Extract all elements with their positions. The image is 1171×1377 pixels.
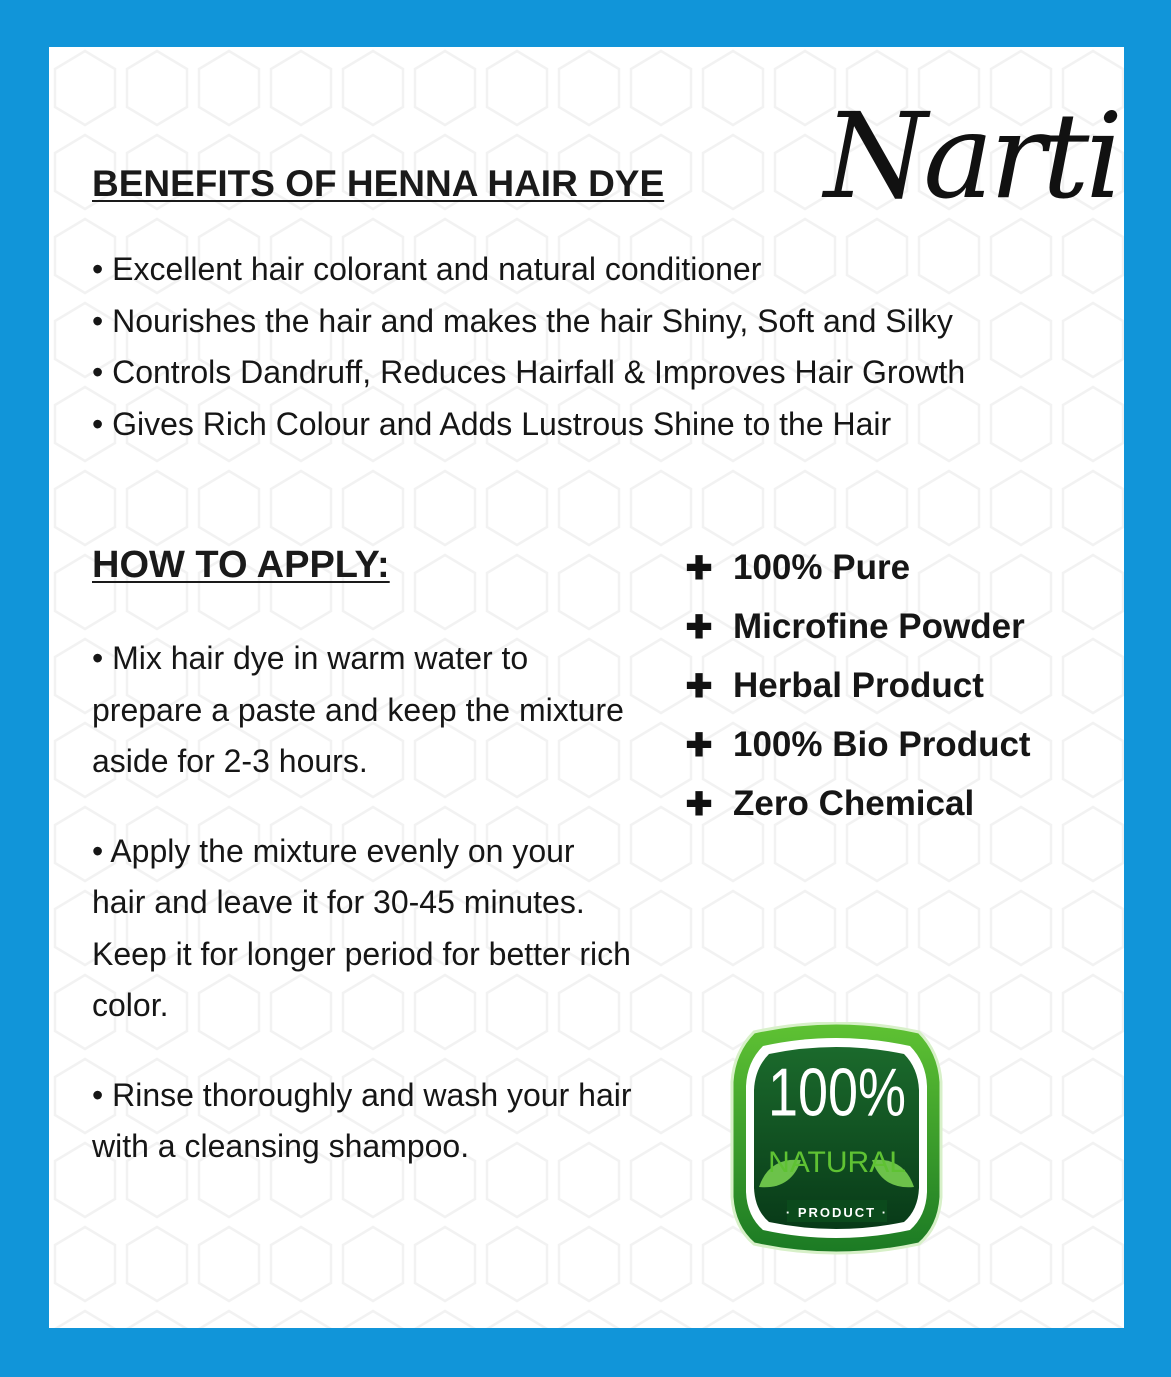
badge-natural: NATURAL	[768, 1146, 906, 1179]
how-to-apply-heading: HOW TO APPLY:	[92, 544, 390, 586]
badge-percent: 100%	[767, 1055, 907, 1131]
benefits-heading: BENEFITS OF HENNA HAIR DYE	[92, 163, 665, 204]
feature-label: 100% Bio Product	[733, 725, 1031, 764]
apply-steps	[92, 633, 632, 1211]
cross-bullet-icon: ✚	[685, 785, 713, 822]
feature-item	[681, 656, 1031, 715]
feature-label: 100% Pure	[733, 548, 911, 587]
feature-label: Herbal Product	[733, 666, 984, 705]
cross-bullet-icon: ✚	[685, 667, 713, 704]
benefits-list	[92, 244, 965, 450]
feature-label: Zero Chemical	[733, 784, 975, 823]
natural-product-badge	[729, 1022, 944, 1257]
cross-bullet-icon: ✚	[685, 726, 713, 763]
narti-logo: Narti	[824, 87, 1120, 225]
benefit-item: • Controls Dandruff, Reduces Hairfall & Improves Hair Growth	[92, 347, 965, 399]
feature-item	[681, 774, 1031, 833]
badge-product: · PRODUCT ·	[785, 1205, 889, 1220]
apply-step: • Rinse thoroughly and wash your hair with a cleansing shampoo.	[92, 1076, 632, 1164]
content-card	[49, 47, 1124, 1328]
apply-step: • Apply the mixture evenly on your hair and leave it for 30-45 minutes. Keep it for longer period for better rich color.	[92, 832, 631, 1023]
benefit-item: • Excellent hair colorant and natural conditioner	[92, 244, 965, 296]
feature-label: Microfine Powder	[733, 607, 1025, 646]
apply-step: • Mix hair dye in warm water to prepare a paste and keep the mixture aside for 2-3 hours.	[92, 640, 624, 779]
feature-item	[681, 538, 1031, 597]
feature-item	[681, 715, 1031, 774]
cross-bullet-icon: ✚	[685, 549, 713, 586]
benefit-item: • Gives Rich Colour and Adds Lustrous Shine to the Hair	[92, 399, 965, 451]
cross-bullet-icon: ✚	[685, 608, 713, 645]
features-list	[681, 538, 1031, 833]
feature-item	[681, 597, 1031, 656]
benefit-item: • Nourishes the hair and makes the hair Shiny, Soft and Silky	[92, 296, 965, 348]
